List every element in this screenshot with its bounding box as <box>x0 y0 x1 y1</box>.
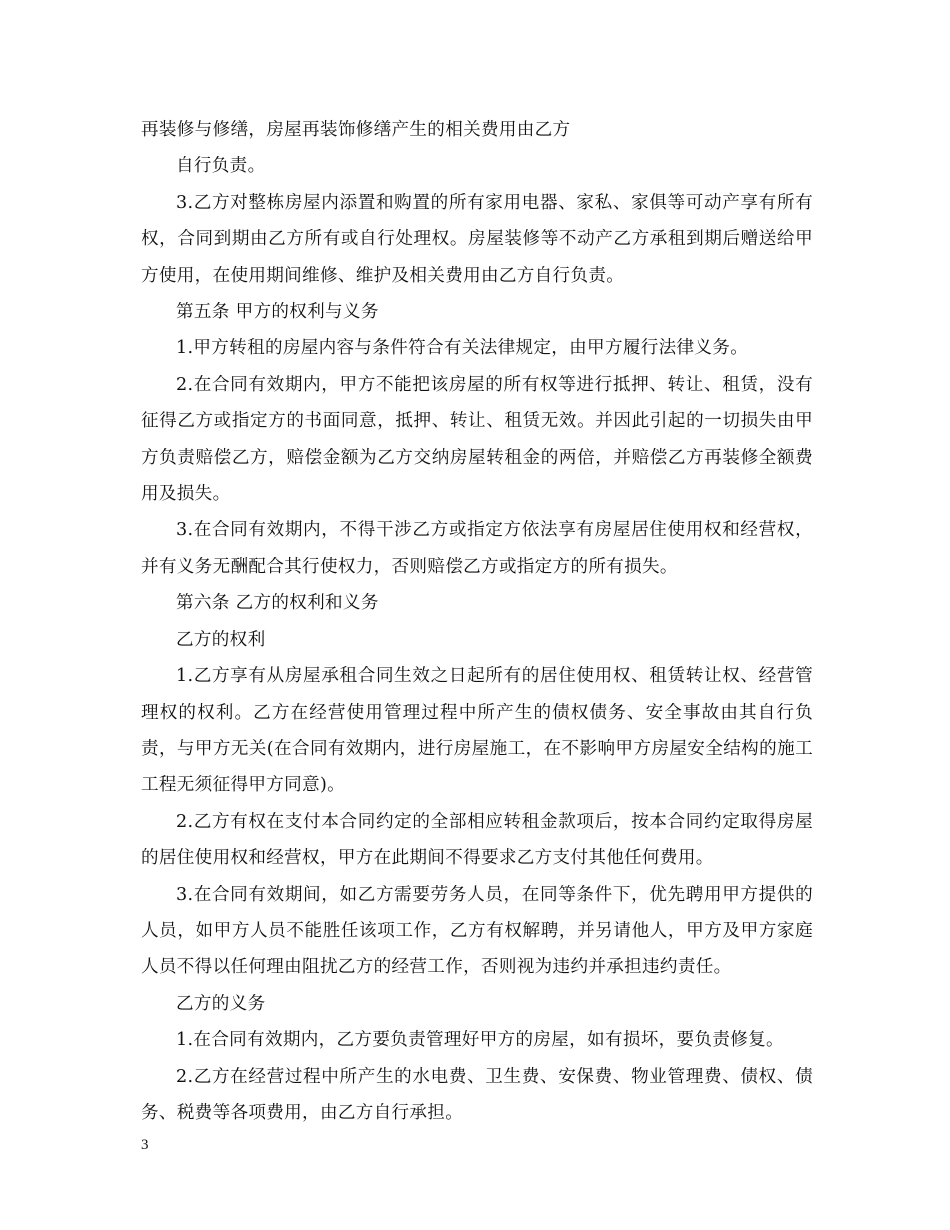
paragraph: 1.在合同有效期内，乙方要负责管理好甲方的房屋，如有损坏，要负责修复。 <box>176 1030 784 1051</box>
subsection-heading: 乙方的义务 <box>176 993 266 1014</box>
paragraph: 3.在合同有效期间，如乙方需要劳务人员，在同等条件下，优先聘用甲方提供的人员，如甲方人员不能胜任该项工作，乙方有权解聘，并另请他人，甲方及甲方家庭人员不得以任何理由阻扰乙方的经营工作，否则视为违约并承担违约责任。 <box>141 884 813 978</box>
section-heading: 第五条 甲方的权利与义务 <box>176 302 379 323</box>
paragraph: 自行负责。 <box>176 156 266 177</box>
subsection-heading: 乙方的权利 <box>176 629 266 650</box>
paragraph: 3.乙方对整栋房屋内添置和购置的所有家用电器、家私、家俱等可动产享有所有权，合同到期由乙方所有或自行处理权。房屋装修等不动产乙方承租到期后赠送给甲方使用，在使用期间维修、维护及相关费用由乙方自行负责。 <box>141 192 813 286</box>
paragraph: 1.乙方享有从房屋承租合同生效之日起所有的居住使用权、租赁转让权、经营管理权的权利。乙方在经营使用管理过程中所产生的债权债务、安全事故由其自行负责，与甲方无关(在合同有效期内，进行房屋施工，在不影响甲方房屋安全结构的施工工程无须征得甲方同意)。 <box>141 666 813 796</box>
section-heading: 第六条 乙方的权利和义务 <box>176 593 379 614</box>
page-number: 3 <box>141 1137 149 1153</box>
paragraph: 3.在合同有效期内，不得干涉乙方或指定方依法享有房屋居住使用权和经营权，并有义务无酬配合其行使权力，否则赔偿乙方或指定方的所有损失。 <box>141 520 813 577</box>
document-body <box>141 112 813 1131</box>
paragraph: 再装修与修缮，房屋再装饰修缮产生的相关费用由乙方 <box>141 120 571 140</box>
paragraph: 2.在合同有效期内，甲方不能把该房屋的所有权等进行抵押、转让、租赁，没有征得乙方或指定方的书面同意，抵押、转让、租赁无效。并因此引起的一切损失由甲方负责赔偿乙方，赔偿金额为乙方交纳房屋转租金的两倍，并赔偿乙方再装修全额费用及损失。 <box>141 374 813 505</box>
paragraph: 2.乙方有权在支付本合同约定的全部相应转租金款项后，按本合同约定取得房屋的居住使用权和经营权，甲方在此期间不得要求乙方支付其他任何费用。 <box>141 811 813 869</box>
paragraph: 2.乙方在经营过程中所产生的水电费、卫生费、安保费、物业管理费、债权、债务、税费等各项费用，由乙方自行承担。 <box>141 1066 813 1123</box>
paragraph: 1.甲方转租的房屋内容与条件符合有关法律规定，由甲方履行法律义务。 <box>176 338 749 359</box>
